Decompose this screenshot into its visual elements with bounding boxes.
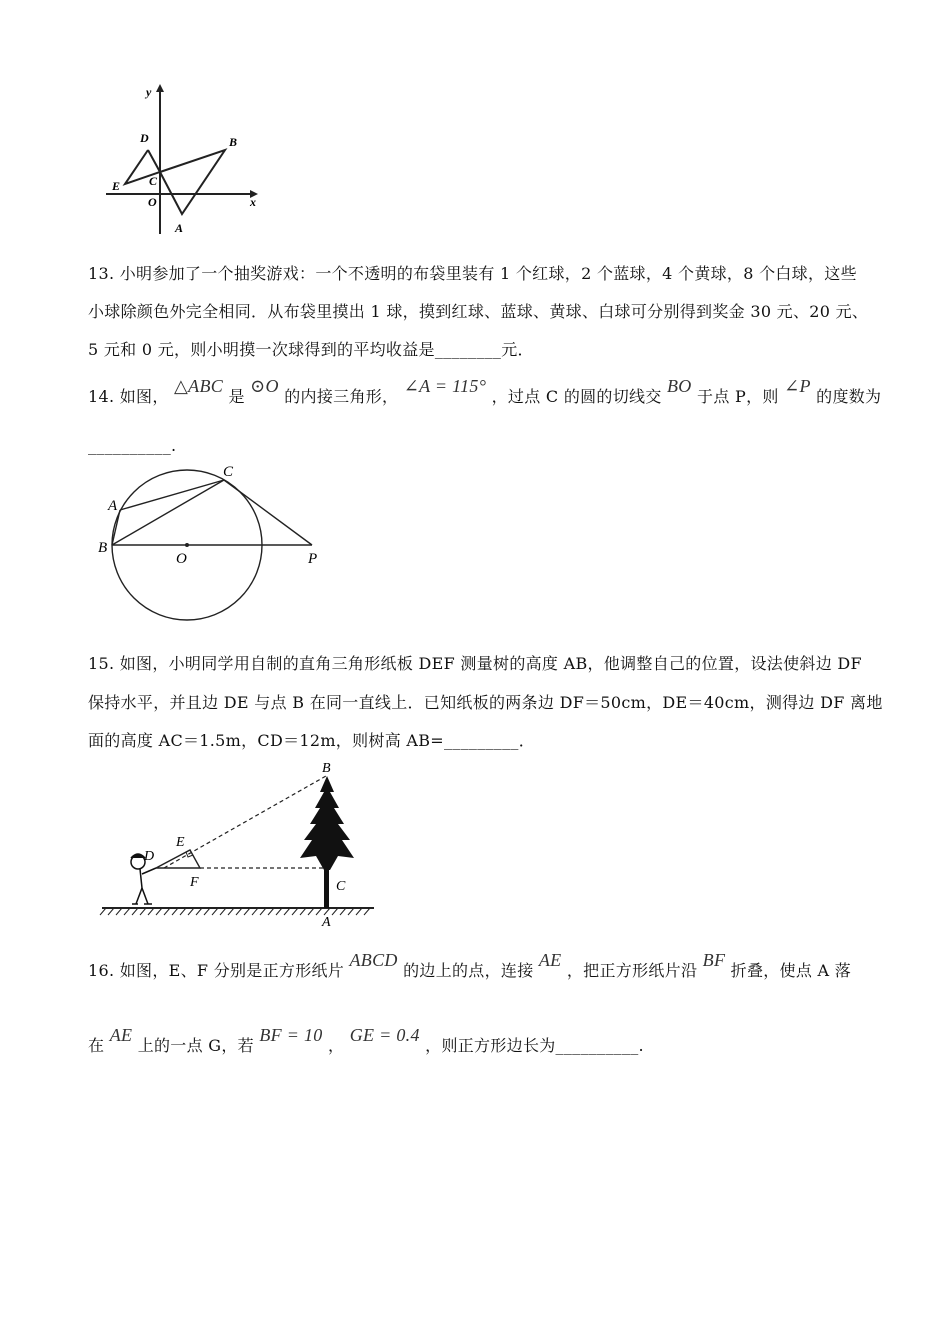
label-p: P — [308, 551, 318, 567]
figure-q14 — [92, 462, 332, 624]
q16-mid1: 的边上的点，连接 — [403, 961, 534, 980]
label-c: C — [149, 174, 158, 188]
q14-mid1: 的内接三角形， — [284, 387, 399, 406]
label-a: A — [175, 221, 184, 235]
q13-line2: 小球除颜色外完全相同．从布袋里摸出 1 球，摸到红球、蓝球、黄球、白球可分别得到奖金 30 元、20 元、 — [88, 302, 869, 321]
y-arrow — [156, 84, 164, 92]
q14-line1 — [88, 376, 882, 407]
q14-mid3: 于点 P，则 — [697, 387, 779, 406]
tree-crown — [300, 776, 354, 870]
figure-q15 — [98, 758, 378, 928]
q13-line1: 13. 小明参加了一个抽奖游戏：一个不透明的布袋里装有 1 个红球，2 个蓝球，4 个黄球，8 个白球，这些 — [88, 264, 857, 283]
label-o: O — [148, 195, 157, 209]
segment-ab — [112, 510, 120, 545]
q14-triangle: △ABC — [174, 376, 224, 396]
q16-l2-prefix: 在 — [88, 1036, 105, 1055]
q16-l2-suffix: ，则正方形边长为__________. — [425, 1036, 644, 1055]
label-d: D — [140, 131, 149, 145]
q16-line1 — [88, 950, 852, 981]
label-x: x — [250, 195, 256, 209]
q16-abcd: ABCD — [349, 950, 398, 970]
label-d: D — [144, 849, 155, 864]
q16-bf10: BF = 10 — [259, 1025, 323, 1045]
label-e: E — [112, 179, 121, 193]
q14-circle: ⊙O — [250, 376, 279, 396]
label-e: E — [176, 835, 185, 850]
q16-ae: AE — [538, 950, 562, 970]
triangle-abc — [160, 150, 225, 214]
label-c: C — [223, 464, 234, 480]
q14-prefix: 14. 如图， — [88, 387, 169, 406]
q14-suffix: 的度数为 — [816, 387, 882, 406]
q14-bo: BO — [667, 376, 692, 396]
label-b: B — [322, 761, 331, 776]
q16-ae2: AE — [109, 1025, 133, 1045]
segment-ac — [120, 480, 224, 510]
q15-line3: 面的高度 AC＝1.5m，CD＝12m，则树高 AB=_________． — [88, 731, 536, 750]
q16-mid3: 折叠，使点 A 落 — [730, 961, 852, 980]
q16-mid2: ，把正方形纸片沿 — [566, 961, 698, 980]
q16-ge: GE = 0.4 — [349, 1025, 420, 1045]
tangent-cp — [224, 480, 312, 545]
label-y: y — [146, 85, 152, 99]
q16-bf: BF — [702, 950, 726, 970]
q13-line3: 5 元和 0 元，则小明摸一次球得到的平均收益是________元． — [88, 340, 534, 359]
q16-comma: ， — [328, 1036, 345, 1055]
q16-l2-mid1: 上的一点 G，若 — [137, 1036, 254, 1055]
q16-line2 — [88, 1025, 644, 1056]
q15-line1: 15. 如图，小明同学用自制的直角三角形纸板 DEF 测量树的高度 AB，他调整自己的位置，设法使斜边 DF — [88, 654, 862, 673]
q15-line2: 保持水平，并且边 DE 与点 B 在同一直线上．已知纸板的两条边 DF＝50cm，DE＝40cm，测得边 DF 离地 — [88, 693, 883, 712]
q14-angle: ∠A = 115° — [403, 376, 487, 396]
q14-angle-p: ∠P — [784, 376, 811, 396]
q14-is: 是 — [228, 387, 245, 406]
label-o: O — [176, 551, 187, 567]
label-f: F — [190, 875, 199, 890]
triangle-def — [156, 850, 200, 868]
q14-blank: __________. — [88, 436, 177, 455]
label-c: C — [336, 879, 346, 894]
label-b: B — [98, 540, 108, 556]
label-b: B — [229, 135, 238, 149]
segment-bc — [112, 480, 224, 545]
sight-line-db — [164, 776, 326, 868]
q14-mid2: ，过点 C 的圆的切线交 — [491, 387, 662, 406]
q16-prefix: 16. 如图，E、F 分别是正方形纸片 — [88, 961, 345, 980]
label-a: A — [108, 498, 118, 514]
figure-q12 — [100, 82, 270, 242]
center-dot — [185, 543, 189, 547]
label-a: A — [322, 915, 331, 928]
ground-hatching — [100, 908, 370, 915]
